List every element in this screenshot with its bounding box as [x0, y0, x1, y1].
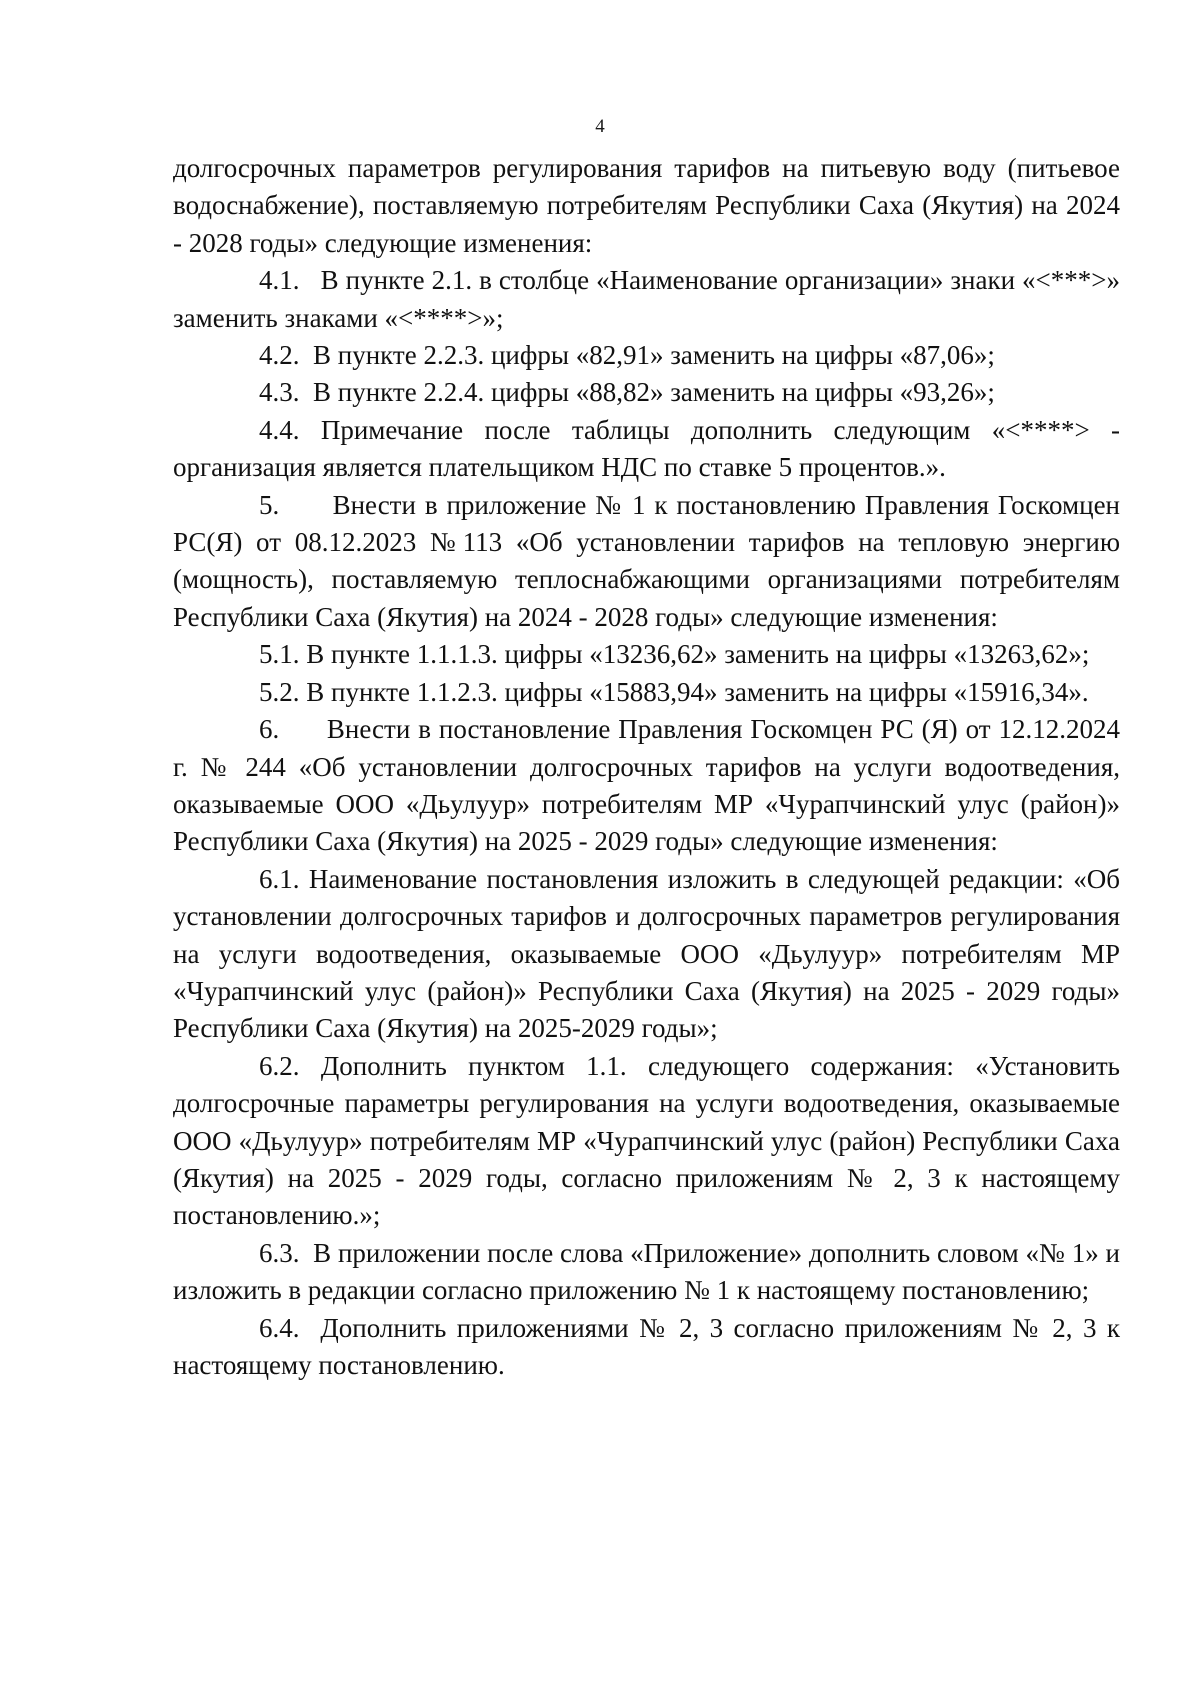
page-number: 4: [595, 116, 605, 137]
document-body: [173, 150, 1120, 1384]
paragraph-4-3: 4.3. В пункте 2.2.4. цифры «88,82» заменить на цифры «93,26»;: [259, 377, 995, 408]
paragraph-4-4: 4.4. Примечание после таблицы дополнить следующим «<****> - организация является плательщиком НДС по ставке 5 процентов.».: [173, 414, 1120, 483]
paragraph-5-1: 5.1. В пункте 1.1.1.3. цифры «13236,62» заменить на цифры «13263,62»;: [259, 639, 1090, 670]
paragraph-4-2: 4.2. В пункте 2.2.3. цифры «82,91» заменить на цифры «87,06»;: [259, 340, 995, 371]
paragraph-4-1: 4.1. В пункте 2.1. в столбце «Наименование организации» знаки «<***>» заменить знаками «<****>»;: [173, 265, 1120, 333]
paragraph-6-3: 6.3. В приложении после слова «Приложение» дополнить словом «№ 1» и изложить в редакции согласно приложению № 1 к настоящему постановлению;: [173, 1237, 1120, 1306]
paragraph-6-1: 6.1. Наименование постановления изложить в следующей редакции: «Об установлении долгосрочных тарифов и долгосрочных параметров регулирования на услуги водоотведения, оказываемые ООО «Дьулуур» потребителям МР «Чурапчинский улус (район)» Республики Саха (Якутия) на 2025 - 2029 годы» Республики Саха (Якутия) на 2025-2029 годы»;: [173, 863, 1120, 1044]
paragraph-5-2: 5.2. В пункте 1.1.2.3. цифры «15883,94» заменить на цифры «15916,34».: [259, 676, 1089, 707]
paragraph-6-2: 6.2. Дополнить пунктом 1.1. следующего содержания: «Установить долгосрочные параметры регулирования на услуги водоотведения, оказываемые ООО «Дьулуур» потребителям МР «Чурапчинский улус (район) Республики Саха (Якутия) на 2025 - 2029 годы, согласно приложениям № 2, 3 к настоящему постановлению.»;: [173, 1050, 1120, 1231]
paragraph-6: 6. Внести в постановление Правления Госкомцен РС (Я) от 12.12.2024 г. № 244 «Об установлении долгосрочных тарифов на услуги водоотведения, оказываемые ООО «Дьулуур» потребителям МР «Чурапчинский улус (район)» Республики Саха (Якутия) на 2025 - 2029 годы» следующие изменения:: [173, 714, 1120, 857]
paragraph-6-4: 6.4. Дополнить приложениями № 2, 3 согласно приложениям № 2, 3 к настоящему постановлению.: [173, 1312, 1120, 1380]
paragraph-continuation: долгосрочных параметров регулирования тарифов на питьевую воду (питьевое водоснабжение), поставляемую потребителям Республики Саха (Якутия) на 2024 - 2028 годы» следующие изменения:: [173, 153, 1120, 258]
paragraph-5: 5. Внести в приложение № 1 к постановлению Правления Госкомцен РС(Я) от 08.12.2023 №113 «Об установлении тарифов на тепловую энергию (мощность), поставляемую теплоснабжающими организациями потребителям Республики Саха (Якутия) на 2024 - 2028 годы» следующие изменения:: [173, 489, 1120, 632]
